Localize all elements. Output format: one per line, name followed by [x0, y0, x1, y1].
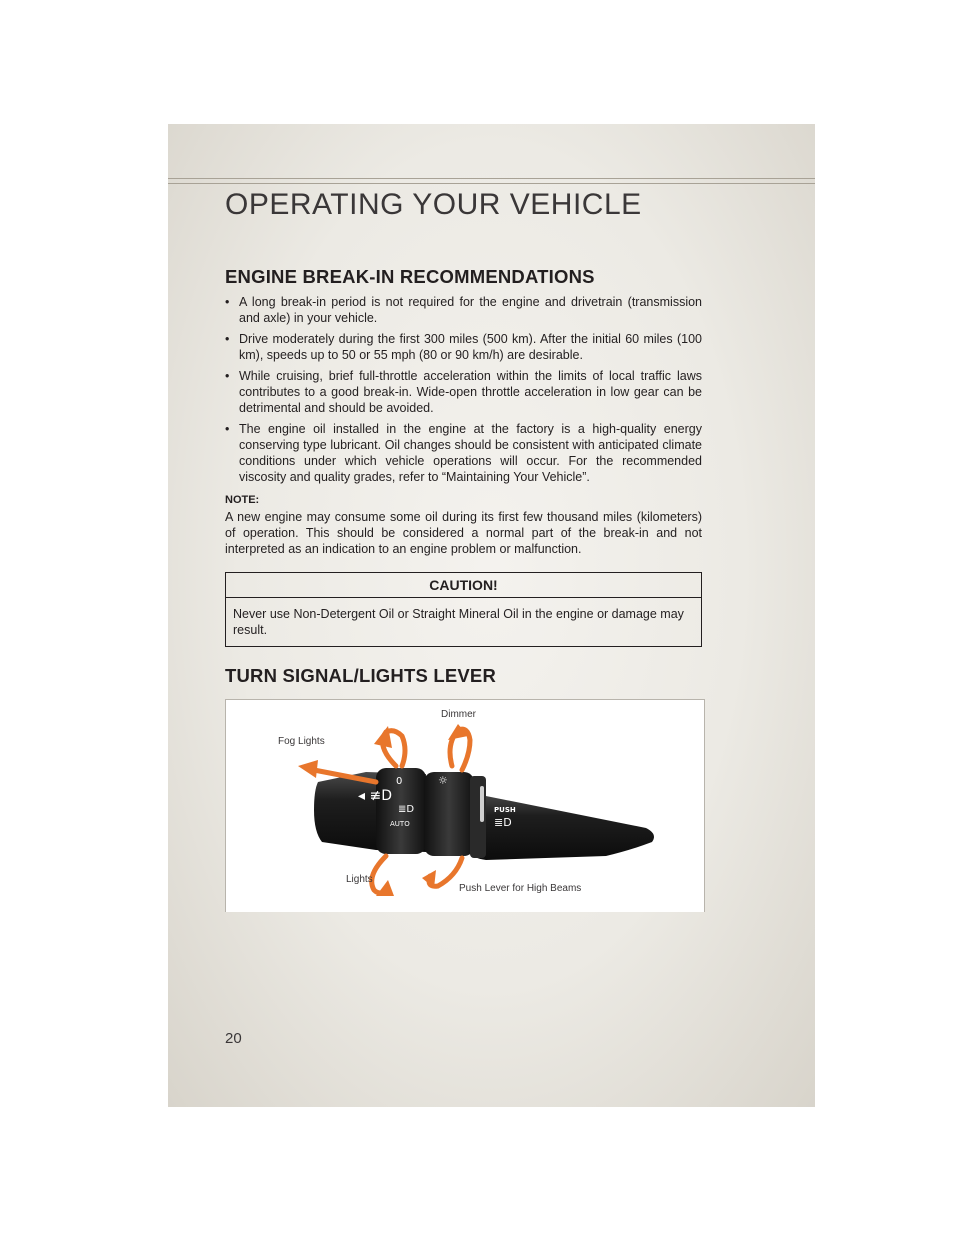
caution-title: CAUTION!: [226, 573, 701, 598]
fog-symbol: ◂ ≢D: [358, 788, 392, 804]
caution-box: [225, 572, 702, 647]
lowbeam-symbol: ≣D: [398, 804, 415, 815]
label-dimmer: Dimmer: [441, 709, 476, 720]
bullet-item: • A long break-in period is not required for the engine and drivetrain (transmission and axle) in your vehicle.: [225, 295, 702, 325]
bullet-item: • The engine oil installed in the engine at the factory is a high-quality energy conserving type lubricant. Oil changes should be consistent with anticipated climate conditions under which vehicle operations will occur. For the recommended viscosity and quality grades, refer to “Maintaining Your Vehicle”.: [225, 422, 702, 484]
note-label: NOTE:: [225, 494, 260, 506]
auto-label: AUTO: [390, 820, 410, 828]
fog-ring-symbol: 0: [396, 776, 403, 787]
lights-rotate-arrow-bottom-head: [376, 880, 394, 896]
bullet-item: • While cruising, brief full-throttle acceleration within the limits of local traffic laws contributes to a good break-in. Wide-open throttle acceleration in low gear can be detrimental and should be avoided.: [225, 369, 702, 415]
highbeam-symbol: ≣D: [494, 816, 512, 829]
lever-indicator: [480, 786, 484, 822]
push-label: PUSH: [494, 806, 516, 814]
page-title: OPERATING YOUR VEHICLE: [225, 188, 642, 221]
manual-page: [168, 124, 815, 1107]
section-heading-break-in: ENGINE BREAK-IN RECOMMENDATIONS: [225, 266, 595, 287]
lever-ring-2: [424, 772, 474, 856]
lever-illustration: [226, 700, 704, 912]
dimmer-symbol: -⊂⊃ ⇦⇨: [492, 790, 533, 801]
page-number: 20: [225, 1030, 242, 1047]
header-rule-top: [168, 178, 815, 179]
light-symbol: ☼: [438, 774, 448, 787]
caution-text: Never use Non-Detergent Oil or Straight Mineral Oil in the engine or damage may result.: [233, 607, 684, 637]
note-text: A new engine may consume some oil during its first few thousand miles (kilometers) of operation. This should be considered a normal part of the break-in and not interpreted as an indication to an engine problem or malfunction.: [225, 510, 702, 556]
label-push-lever: Push Lever for High Beams: [459, 883, 582, 894]
header-rule-bottom: [168, 183, 815, 184]
bullet-item: • Drive moderately during the first 300 miles (500 km). After the initial 60 miles (100 km), speeds up to 50 or 55 mph (80 or 90 km/h) are desirable.: [225, 332, 702, 362]
fog-arrow-head: [298, 760, 318, 778]
section-heading-turn-signal: TURN SIGNAL/LIGHTS LEVER: [225, 665, 496, 686]
turn-signal-lever-figure: [225, 699, 705, 912]
break-in-bullet-list: [225, 294, 702, 490]
label-fog-lights: Fog Lights: [278, 736, 325, 747]
label-lights: Lights: [346, 874, 373, 885]
